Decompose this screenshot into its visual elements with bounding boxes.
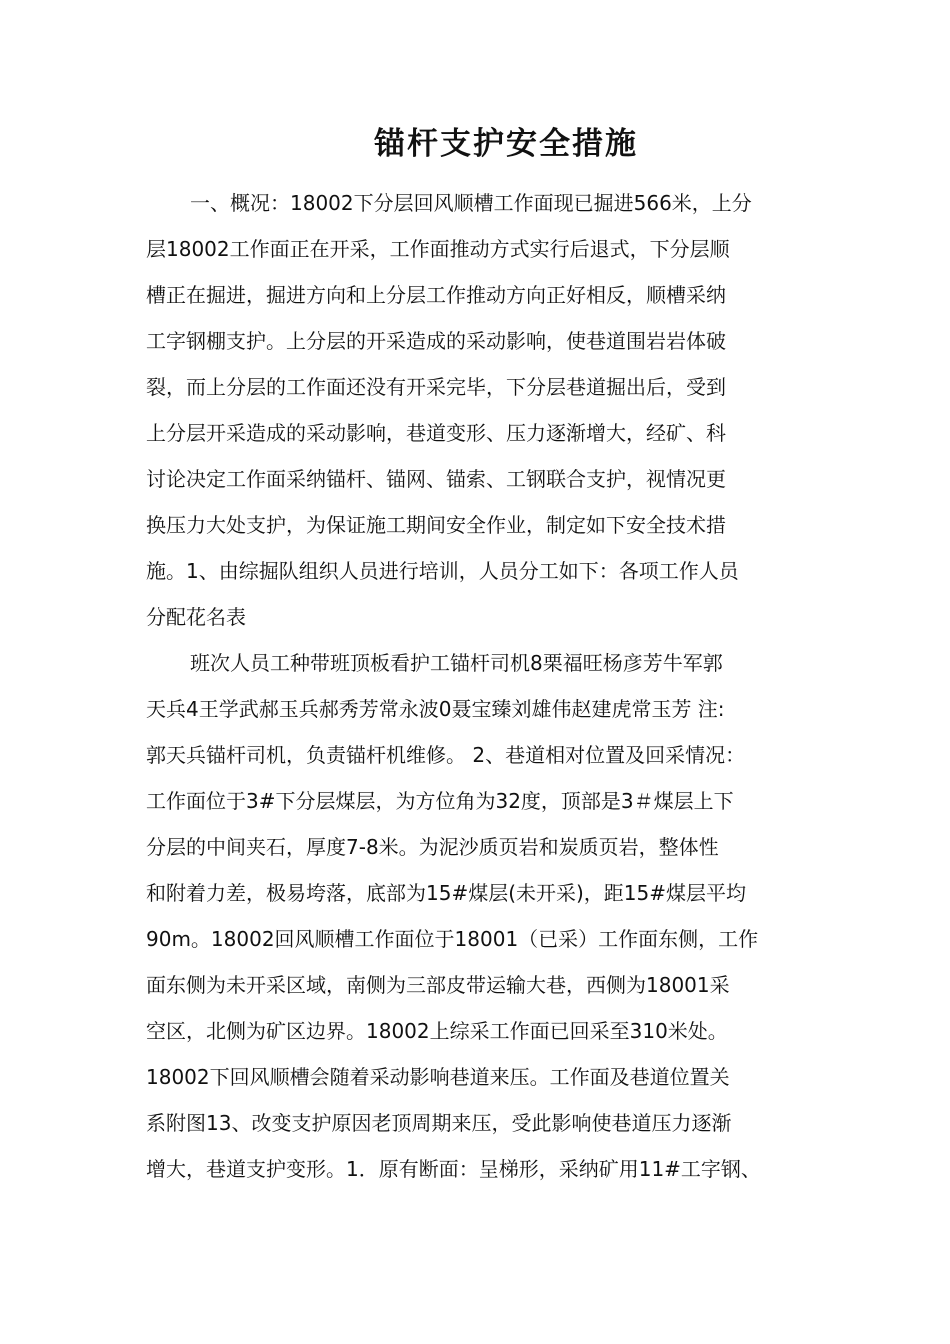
- text-line: 工作面位于3#下分层煤层，为方位角为32度，顶部是3＃煤层上下: [146, 789, 734, 813]
- text-line: 槽正在掘进，掘进方向和上分层工作推动方向正好相反，顺槽采纳: [146, 283, 726, 307]
- text-line: 裂，而上分层的工作面还没有开采完毕，下分层巷道掘出后，受到: [146, 375, 726, 399]
- text-line: 系附图13、改变支护原因老顶周期来压，受此影响使巷道压力逐渐: [146, 1111, 732, 1135]
- text-line: 分配花名表: [146, 605, 246, 629]
- text-line: 换压力大处支护，为保证施工期间安全作业，制定如下安全技术措: [146, 513, 726, 537]
- text-line: 增大，巷道支护变形。1．原有断面：呈梯形，采纳矿用11#工字钢、: [146, 1157, 761, 1181]
- text-line: 讨论决定工作面采纳锚杆、锚网、锚索、工钢联合支护，视情况更: [146, 467, 726, 491]
- text-line: 层18002工作面正在开采，工作面推动方式实行后退式，下分层顺: [146, 237, 730, 261]
- text-line: 面东侧为未开采区域，南侧为三部皮带运输大巷，西侧为18001采: [146, 973, 730, 997]
- text-line: 班次人员工种带班顶板看护工锚杆司机8栗福旺杨彦芳牛军郭: [190, 651, 723, 675]
- body-text: [146, 180, 836, 1192]
- text-line: 分层的中间夹石，厚度7-8米。为泥沙质页岩和炭质页岩，整体性: [146, 835, 719, 859]
- text-line: 90m。18002回风顺槽工作面位于18001（已采）工作面东侧，工作: [146, 927, 759, 951]
- text-line: 天兵4王学武郝玉兵郝秀芳常永波0聂宝臻刘雄伟赵建虎常玉芳 注:: [146, 697, 725, 721]
- text-line: 和附着力差，极易垮落，底部为15#煤层(未开采)，距15#煤层平均: [146, 881, 747, 905]
- text-line: 工字钢棚支护。上分层的开采造成的采动影响，使巷道围岩岩体破: [146, 329, 726, 353]
- text-line: 施。1、由综掘队组织人员进行培训，人员分工如下：各项工作人员: [146, 559, 739, 583]
- text-line: 上分层开采造成的采动影响，巷道变形、压力逐渐增大，经矿、科: [146, 421, 726, 445]
- text-line: 郭天兵锚杆司机，负责锚杆机维修。 2、巷道相对位置及回采情况：: [146, 743, 746, 767]
- text-line: 一、概况：18002下分层回风顺槽工作面现已掘进566米，上分: [190, 191, 752, 215]
- text-line: 空区，北侧为矿区边界。18002上综采工作面已回采至310米处。: [146, 1019, 728, 1043]
- page-title: 锚杆支护安全措施: [374, 126, 638, 162]
- text-line: 18002下回风顺槽会随着采动影响巷道来压。工作面及巷道位置关: [146, 1065, 730, 1089]
